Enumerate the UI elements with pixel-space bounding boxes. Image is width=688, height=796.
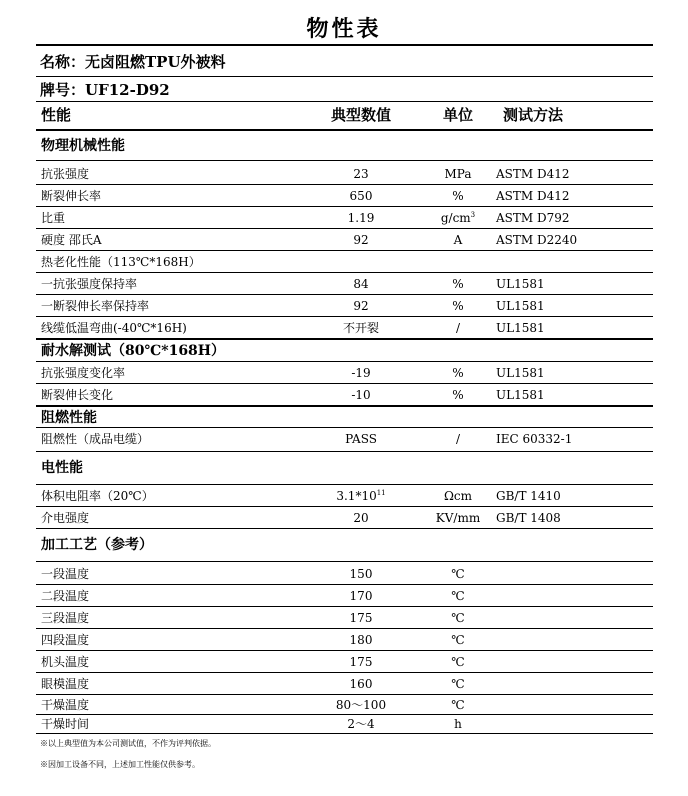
section-electrical [36, 452, 653, 480]
section-title: 加工工艺（参考） [41, 537, 153, 553]
value-with-superscript: $3.1*10^{11}$ [336, 489, 386, 503]
product-name: 名称：无卤阻燃TPU外被料 [40, 53, 226, 71]
table-row-elongation-change: 断裂伸长变化 -10 % UL1581 [41, 388, 545, 402]
table-row-drying-temp: 干燥温度 80～100 ℃ [41, 698, 465, 712]
unit-with-superscript: $g/cm^3$ [440, 211, 476, 225]
table-row-head-temp: 机头温度 175 ℃ [41, 655, 465, 669]
table-row-dielectric-strength: 介电强度 20 KV/mm GB/T 1408 [41, 511, 561, 525]
section-flame [36, 406, 653, 428]
table-row-zone2: 二段温度 170 ℃ [41, 589, 465, 603]
table-header [36, 101, 653, 129]
header-unit: 单位 [442, 106, 473, 124]
table-row-tensile: 抗张强度 23 MPa ASTM D412 [41, 167, 570, 181]
page-title: 物性表 [306, 16, 382, 42]
divider [36, 733, 653, 734]
table-row-specific-gravity: 比重 1.19 $g/cm^3$ ASTM D792 [36, 206, 653, 228]
divider [36, 160, 653, 161]
table-row-elongation: 断裂伸长率 650 % ASTM D412 [41, 189, 570, 203]
header-method: 测试方法 [503, 106, 564, 124]
table-row-die-temp: 眼模温度 160 ℃ [41, 677, 465, 691]
section-hydrolysis [36, 339, 653, 361]
table-row-hardness: 硬度 邵氏A 92 A ASTM D2240 [41, 233, 578, 247]
table-row-flame-retardance: 阻燃性（成品电缆） PASS / IEC 60332-1 [41, 432, 573, 446]
table-row-cold-bend: 线缆低温弯曲(-40℃*16H) 不开裂 / UL1581 [41, 321, 545, 335]
table-row-drying-time: 干燥时间 2～4 h [41, 717, 462, 731]
table-row-zone1: 一段温度 150 ℃ [41, 567, 465, 581]
table-row-tensile-change: 抗张强度变化率 -19 % UL1581 [41, 366, 545, 380]
section-title: 物理机械性能 [41, 138, 125, 154]
section-mechanical [36, 130, 653, 158]
header-property: 性能 [41, 106, 72, 124]
section-processing [36, 529, 653, 557]
section-title: 阻燃性能 [41, 410, 97, 426]
table-row-zone4: 四段温度 180 ℃ [41, 633, 465, 647]
table-row-zone3: 三段温度 175 ℃ [41, 611, 465, 625]
table-row-volume-resistivity: 体积电阻率（20℃） $3.1*10^{11}$ Ωcm GB/T 1410 [36, 484, 653, 506]
footnote: ※以上典型值为本公司测试值，不作为评判依据。 [40, 739, 216, 748]
product-grade: 牌号：UF12-D92 [40, 81, 170, 99]
section-title: 电性能 [41, 460, 83, 476]
table-row-tensile-retention: 一抗张强度保持率 84 % UL1581 [41, 277, 545, 291]
table-row-elongation-retention: 一断裂伸长率保持率 92 % UL1581 [41, 299, 545, 313]
divider [36, 44, 653, 46]
table-row-heat-aging: 热老化性能（113℃*168H） [41, 255, 201, 269]
header-value: 典型数值 [330, 106, 391, 124]
divider [36, 76, 653, 77]
section-title: 耐水解测试（80℃*168H） [41, 343, 226, 359]
footnote: ※因加工设备不同，上述加工性能仅供参考。 [40, 760, 200, 769]
